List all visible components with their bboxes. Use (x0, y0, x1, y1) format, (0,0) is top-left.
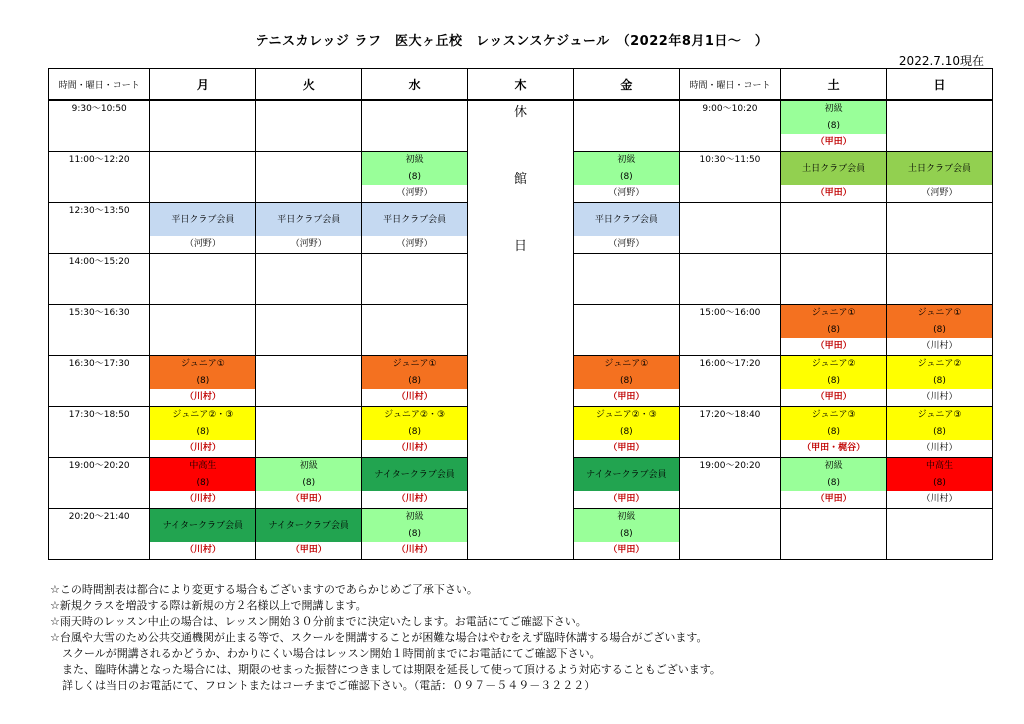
lesson-band (150, 458, 255, 491)
note-line: ☆新規クラスを増設する際は新規の方２名様以上で開講します。 (50, 599, 367, 612)
capacity: (8) (619, 426, 633, 437)
instructor-name: （甲田） (290, 545, 327, 555)
lesson-cell (150, 356, 255, 406)
note-line: スクールが開講されるかどうか、わかりにくい場合はレッスン開始１時間前までにお電話にてご確認下さい。 (62, 647, 601, 660)
capacity: (8) (196, 477, 210, 488)
class-name: 初級 (617, 512, 636, 522)
capacity: (8) (196, 426, 210, 437)
instructor-name: （甲田） (815, 137, 852, 147)
lesson-band (574, 203, 679, 236)
lesson-band (150, 509, 255, 542)
class-name: 中高生 (189, 461, 217, 471)
tue-cell (256, 203, 362, 254)
closed-char: 館 (513, 172, 527, 187)
left-time-cell: 17:30～18:50 (49, 407, 150, 458)
col-header-sat: 土 (781, 69, 887, 101)
right-time-cell (679, 509, 780, 560)
lesson-cell (362, 407, 467, 457)
closed-char: 日 (513, 239, 527, 254)
lesson-band (574, 458, 679, 491)
lesson-cell (887, 203, 992, 253)
sat-cell (781, 254, 887, 305)
sun-cell (887, 356, 993, 407)
lesson-band (256, 509, 361, 542)
lesson-cell (574, 305, 679, 355)
wed-cell (362, 203, 468, 254)
fri-cell (573, 509, 679, 560)
lesson-cell (150, 152, 255, 202)
sun-cell (887, 305, 993, 356)
lesson-cell (362, 101, 467, 151)
capacity: (8) (408, 528, 421, 539)
wed-cell (362, 305, 468, 356)
lesson-cell (256, 407, 361, 457)
capacity: (8) (619, 375, 633, 386)
fri-cell (573, 356, 679, 407)
lesson-band (574, 407, 679, 440)
instructor-name: （甲田・梶谷） (802, 443, 866, 453)
capacity: (8) (619, 528, 633, 539)
sat-cell (781, 509, 887, 560)
lesson-band (362, 407, 467, 440)
class-name: ジュニア① (917, 308, 962, 318)
sat-cell (781, 100, 887, 152)
instructor-name: （河野） (290, 239, 327, 249)
wed-cell (362, 509, 468, 560)
class-name: ジュニア② (811, 359, 856, 369)
sun-cell (887, 254, 993, 305)
lesson-cell (574, 152, 679, 202)
lesson-cell (574, 101, 679, 151)
sun-cell (887, 152, 993, 203)
lesson-cell (781, 458, 886, 508)
capacity: (8) (827, 426, 840, 437)
lesson-cell (150, 305, 255, 355)
instructor-name: （河野） (608, 239, 645, 249)
lesson-band (887, 305, 992, 338)
lesson-cell (887, 509, 992, 559)
instructor-name: （川村） (396, 545, 433, 555)
capacity: (8) (933, 426, 946, 437)
capacity: (8) (408, 426, 421, 437)
col-header-mon: 月 (150, 69, 256, 101)
class-name: 平日クラブ会員 (383, 214, 447, 225)
fri-cell (573, 458, 679, 509)
class-name: ナイタークラブ会員 (162, 520, 244, 531)
lesson-band (362, 203, 467, 236)
table-row (49, 100, 993, 152)
instructor-name: （甲田） (815, 341, 852, 351)
closed-label (468, 101, 573, 254)
right-time-cell: 9:00～10:20 (679, 100, 780, 152)
lesson-cell (256, 254, 361, 304)
lesson-cell (150, 254, 255, 304)
capacity: (8) (827, 477, 840, 488)
class-name: 初級 (824, 104, 843, 114)
lesson-cell (256, 305, 361, 355)
class-name: 初級 (617, 155, 636, 165)
left-time-cell: 9:30～10:50 (49, 100, 150, 152)
mon-cell (150, 152, 256, 203)
lesson-cell (150, 203, 255, 253)
lesson-cell (574, 509, 679, 559)
capacity: (8) (933, 324, 946, 335)
instructor-name: （川村） (921, 494, 958, 504)
col-header-time-right: 時間・曜日・コート (679, 69, 780, 101)
tue-cell (256, 254, 362, 305)
lesson-cell (574, 407, 679, 457)
lesson-cell (256, 152, 361, 202)
left-time-cell: 14:00～15:20 (49, 254, 150, 305)
lesson-cell (150, 407, 255, 457)
note-line: 詳しくは当日のお電話にて、フロントまたはコーチまでご確認下さい。（電話：０９７－５４９－３２２２） (62, 679, 596, 692)
class-name: 土日クラブ会員 (802, 163, 866, 174)
instructor-name: （甲田） (608, 545, 645, 555)
lesson-cell (887, 152, 992, 202)
note-line: ☆雨天時のレッスン中止の場合は、レッスン開始３０分前までに決定いたします。お電話にてご確認下さい。 (50, 615, 587, 628)
left-time-cell: 19:00～20:20 (49, 458, 150, 509)
instructor-name: （河野） (396, 188, 433, 198)
right-time-cell: 19:00～20:20 (679, 458, 780, 509)
note-line: また、臨時休講となった場合には、期限のせまった振替につきましては期限を延長して使って頂けるよう対応することもございます。 (62, 663, 721, 676)
left-time-cell: 16:30～17:30 (49, 356, 150, 407)
lesson-band (781, 152, 886, 185)
lesson-cell (781, 407, 886, 457)
instructor-name: （甲田） (815, 392, 852, 402)
instructor-name: （甲田） (815, 188, 852, 198)
capacity: (8) (827, 375, 840, 386)
capacity: (8) (933, 477, 946, 488)
sun-cell (887, 509, 993, 560)
class-name: 平日クラブ会員 (277, 214, 341, 225)
schedule-table (48, 68, 993, 560)
sat-cell (781, 203, 887, 254)
col-header-wed: 水 (362, 69, 468, 101)
tue-cell (256, 407, 362, 458)
capacity: (8) (827, 120, 840, 131)
lesson-cell (887, 458, 992, 508)
wed-cell (362, 407, 468, 458)
lesson-cell (256, 203, 361, 253)
mon-cell (150, 509, 256, 560)
capacity: (8) (619, 171, 633, 182)
capacity: (8) (302, 477, 316, 488)
lesson-cell (362, 509, 467, 559)
instructor-name: （甲田） (815, 494, 852, 504)
class-name: ジュニア②・③ (384, 410, 446, 420)
lesson-cell (256, 101, 361, 151)
lesson-band (150, 407, 255, 440)
sat-cell (781, 458, 887, 509)
class-name: 初級 (405, 155, 424, 165)
col-header-tue: 火 (256, 69, 362, 101)
right-time-cell (679, 203, 780, 254)
lesson-band (362, 458, 467, 491)
wed-cell (362, 152, 468, 203)
class-name: ジュニア① (392, 359, 437, 369)
sat-cell (781, 305, 887, 356)
lesson-cell (887, 356, 992, 406)
lesson-cell (256, 356, 361, 406)
page-title: テニスカレッジ ラフ 医大ヶ丘校 レッスンスケジュール （2022年8月1日～ ） (255, 34, 769, 49)
sun-cell (887, 458, 993, 509)
lesson-cell (574, 458, 679, 508)
instructor-name: （甲田） (608, 443, 645, 453)
lesson-cell (150, 509, 255, 559)
instructor-name: （川村） (921, 341, 958, 351)
lesson-cell (362, 254, 467, 304)
fri-cell (573, 203, 679, 254)
sat-cell (781, 407, 887, 458)
lesson-cell (781, 101, 886, 151)
lesson-band (887, 356, 992, 389)
col-header-time-left: 時間・曜日・コート (49, 69, 150, 101)
sat-cell (781, 356, 887, 407)
tue-cell (256, 100, 362, 152)
instructor-name: （川村） (396, 494, 433, 504)
instructor-name: （甲田） (290, 494, 327, 504)
mon-cell (150, 100, 256, 152)
right-time-cell: 15:00～16:00 (679, 305, 780, 356)
lesson-cell (574, 203, 679, 253)
class-name: ジュニア① (811, 308, 856, 318)
class-name: ジュニア③ (811, 410, 856, 420)
note-line: ☆台風や大雪のため公共交通機関が止まる等で、スクールを開講することが困難な場合はやむをえず臨時休講する場合がございます。 (50, 631, 708, 644)
lesson-band (574, 509, 679, 542)
instructor-name: （川村） (396, 392, 433, 402)
mon-cell (150, 458, 256, 509)
wed-cell (362, 100, 468, 152)
col-header-fri: 金 (573, 69, 679, 101)
lesson-band (781, 356, 886, 389)
mon-cell (150, 305, 256, 356)
fri-cell (573, 152, 679, 203)
lesson-cell (887, 101, 992, 151)
class-name: ジュニア① (604, 359, 649, 369)
class-name: ジュニア③ (917, 410, 962, 420)
as-of-date: 2022.7.10現在 (898, 54, 984, 68)
right-time-cell: 16:00～17:20 (679, 356, 780, 407)
lesson-band (781, 101, 886, 134)
capacity: (8) (408, 171, 421, 182)
lesson-band (781, 458, 886, 491)
wed-cell (362, 254, 468, 305)
class-name: 初級 (824, 461, 843, 471)
lesson-cell (150, 458, 255, 508)
lesson-band (574, 152, 679, 185)
thursday-closed-cell (468, 100, 574, 560)
lesson-cell (362, 458, 467, 508)
lesson-cell (574, 254, 679, 304)
lesson-cell (781, 254, 886, 304)
closed-char: 休 (513, 105, 527, 120)
lesson-band (256, 458, 361, 491)
col-header-sun: 日 (887, 69, 993, 101)
fri-cell (573, 100, 679, 152)
right-time-cell (679, 254, 780, 305)
lesson-band (256, 203, 361, 236)
instructor-name: （河野） (396, 239, 433, 249)
lesson-cell (781, 152, 886, 202)
lesson-cell (362, 305, 467, 355)
lesson-cell (781, 305, 886, 355)
lesson-cell (887, 305, 992, 355)
instructor-name: （河野） (608, 188, 645, 198)
lesson-band (150, 203, 255, 236)
right-time-cell: 17:20～18:40 (679, 407, 780, 458)
instructor-name: （河野） (921, 188, 958, 198)
lesson-cell (887, 407, 992, 457)
tue-cell (256, 458, 362, 509)
capacity: (8) (408, 375, 421, 386)
class-name: ジュニア① (180, 359, 225, 369)
instructor-name: （川村） (184, 443, 221, 453)
class-name: 初級 (299, 461, 318, 471)
lesson-cell (574, 356, 679, 406)
lesson-band (150, 356, 255, 389)
class-name: ジュニア② (917, 359, 962, 369)
lesson-band (887, 407, 992, 440)
mon-cell (150, 254, 256, 305)
instructor-name: （川村） (184, 392, 221, 402)
lesson-cell (362, 203, 467, 253)
instructor-name: （川村） (396, 443, 433, 453)
sun-cell (887, 100, 993, 152)
lesson-band (781, 305, 886, 338)
tue-cell (256, 509, 362, 560)
fri-cell (573, 407, 679, 458)
sat-cell (781, 152, 887, 203)
lesson-band (362, 509, 467, 542)
fri-cell (573, 305, 679, 356)
instructor-name: （川村） (921, 443, 958, 453)
lesson-band (362, 356, 467, 389)
lesson-cell (256, 458, 361, 508)
instructor-name: （川村） (184, 494, 221, 504)
lesson-cell (781, 203, 886, 253)
capacity: (8) (827, 324, 840, 335)
lesson-band (887, 152, 992, 185)
class-name: 平日クラブ会員 (594, 214, 658, 225)
lesson-band (574, 356, 679, 389)
capacity: (8) (196, 375, 210, 386)
class-name: 土日クラブ会員 (908, 163, 972, 174)
tue-cell (256, 305, 362, 356)
instructor-name: （川村） (921, 392, 958, 402)
note-line: ☆この時間割表は都合により変更する場合もございますのであらかじめご了承下さい。 (50, 583, 478, 596)
class-name: 中高生 (926, 461, 954, 471)
lesson-cell (362, 152, 467, 202)
lesson-cell (781, 509, 886, 559)
class-name: 平日クラブ会員 (171, 214, 235, 225)
class-name: ジュニア②・③ (595, 410, 657, 420)
mon-cell (150, 356, 256, 407)
tue-cell (256, 356, 362, 407)
lesson-band (781, 407, 886, 440)
mon-cell (150, 203, 256, 254)
header-row (49, 69, 993, 101)
mon-cell (150, 407, 256, 458)
left-time-cell: 12:30～13:50 (49, 203, 150, 254)
class-name: ナイタークラブ会員 (268, 520, 349, 531)
lesson-cell (362, 356, 467, 406)
tue-cell (256, 152, 362, 203)
class-name: ナイタークラブ会員 (586, 469, 667, 480)
wed-cell (362, 458, 468, 509)
instructor-name: （河野） (184, 239, 221, 249)
col-header-thu: 木 (468, 69, 574, 101)
notes (50, 582, 721, 694)
lesson-cell (781, 356, 886, 406)
wed-cell (362, 356, 468, 407)
lesson-band (362, 152, 467, 185)
lesson-cell (256, 509, 361, 559)
instructor-name: （甲田） (608, 392, 645, 402)
left-time-cell: 11:00～12:20 (49, 152, 150, 203)
class-name: ジュニア②・③ (172, 410, 234, 420)
right-time-cell: 10:30～11:50 (679, 152, 780, 203)
lesson-cell (150, 101, 255, 151)
lesson-band (887, 458, 992, 491)
capacity: (8) (933, 375, 946, 386)
class-name: 初級 (405, 512, 424, 522)
fri-cell (573, 254, 679, 305)
instructor-name: （甲田） (608, 494, 645, 504)
left-time-cell: 20:20～21:40 (49, 509, 150, 560)
left-time-cell: 15:30～16:30 (49, 305, 150, 356)
instructor-name: （川村） (184, 545, 221, 555)
sun-cell (887, 203, 993, 254)
sun-cell (887, 407, 993, 458)
class-name: ナイタークラブ会員 (374, 469, 455, 480)
lesson-cell (887, 254, 992, 304)
